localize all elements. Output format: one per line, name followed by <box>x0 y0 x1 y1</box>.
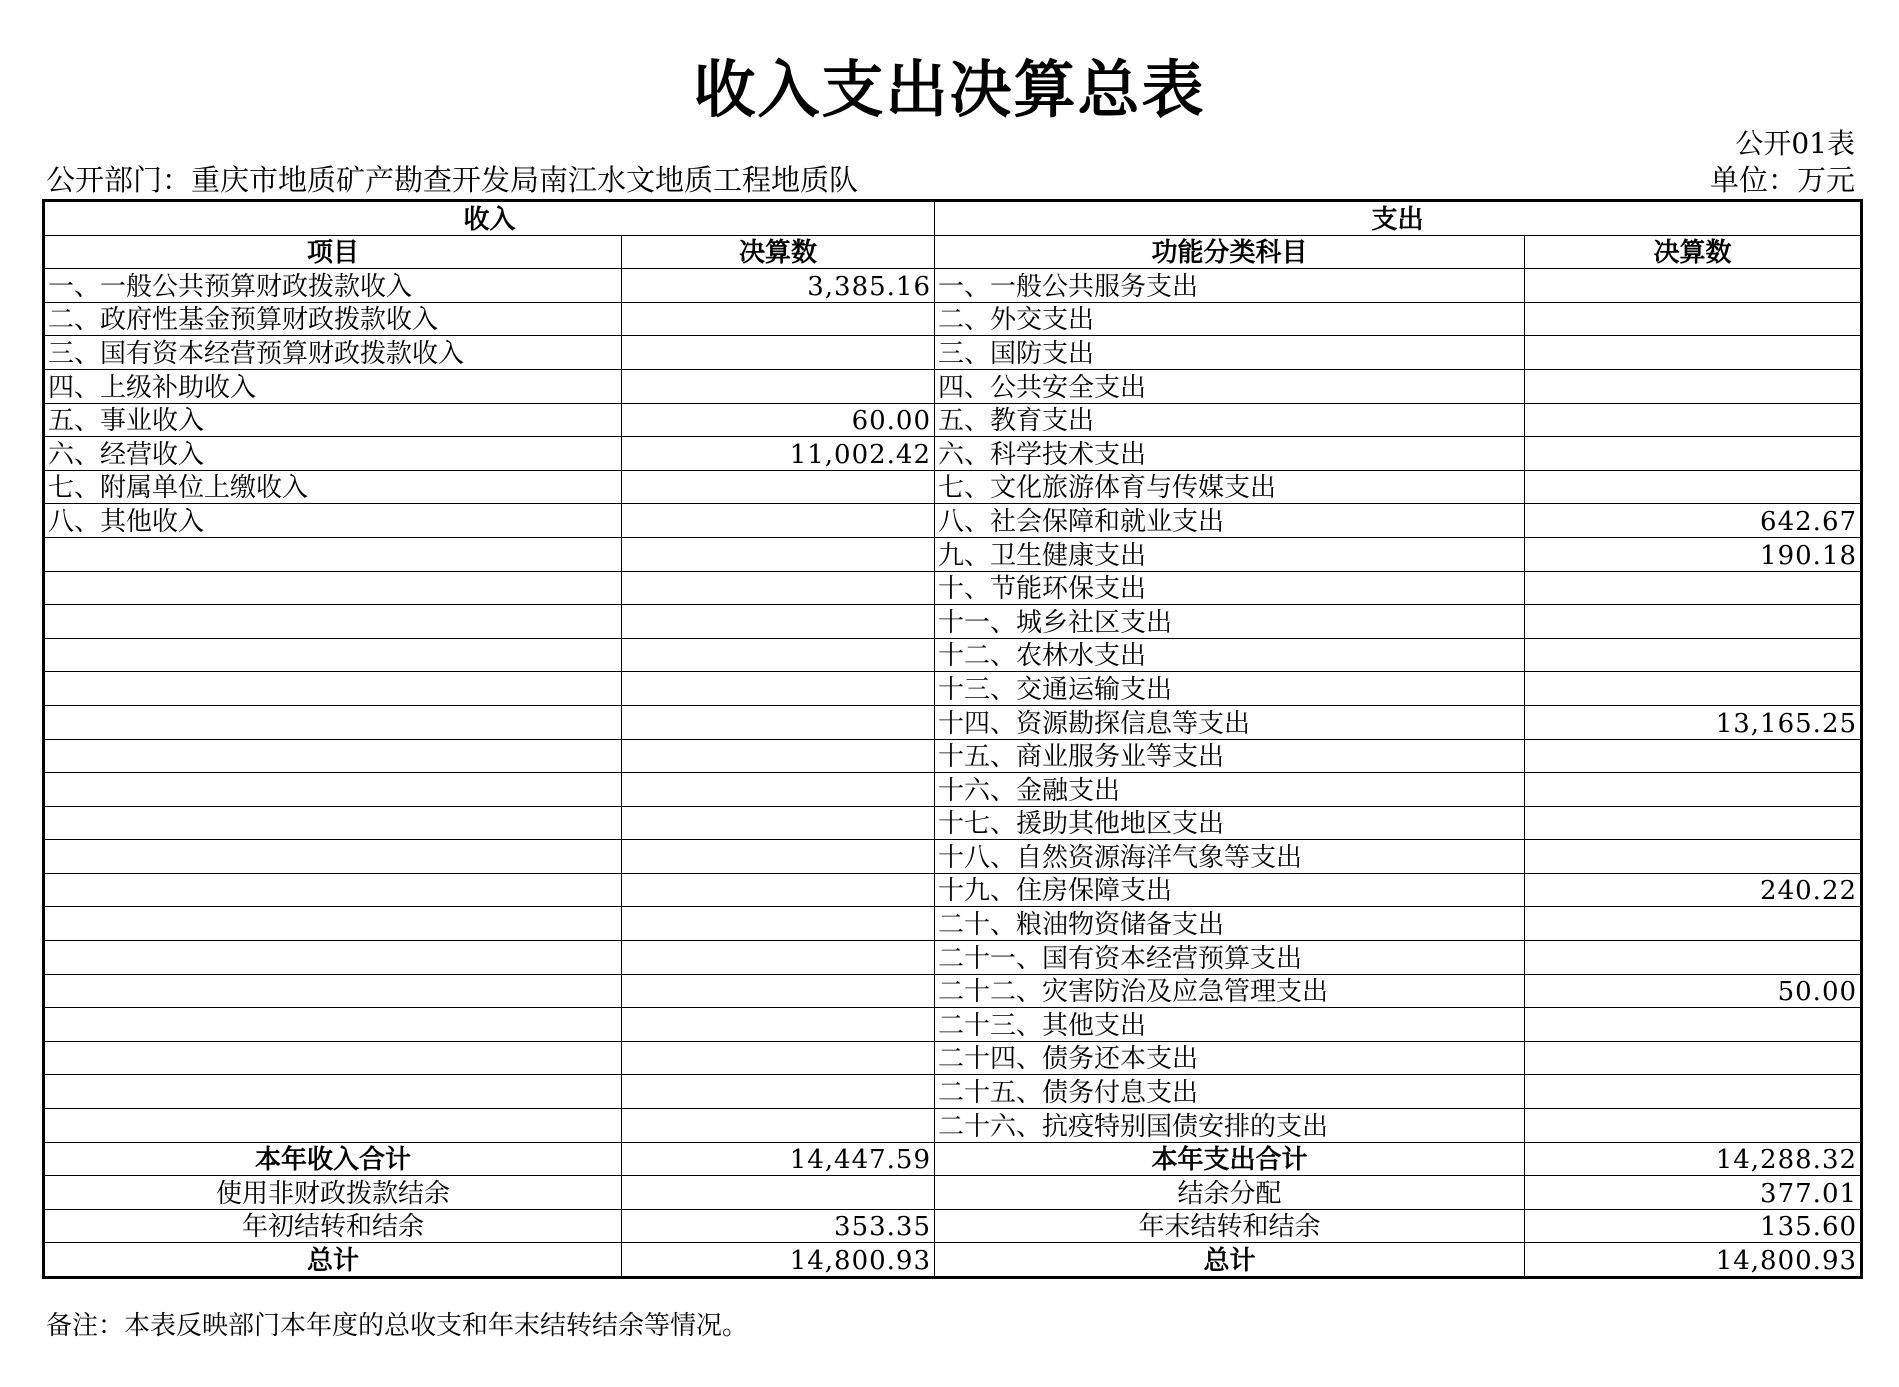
income-item: 五、事业收入 <box>44 403 622 437</box>
income-item <box>44 605 622 639</box>
expense-item: 十四、资源勘探信息等支出 <box>935 705 1525 739</box>
expense-amount: 50.00 <box>1525 974 1862 1008</box>
table-row <box>44 974 1862 1008</box>
expense-amount <box>1525 907 1862 941</box>
income-amount <box>622 605 935 639</box>
income-amount <box>622 1041 935 1075</box>
income-amount <box>622 907 935 941</box>
year-income-total-label: 本年收入合计 <box>44 1142 622 1176</box>
income-amount <box>622 302 935 336</box>
expense-item: 六、科学技术支出 <box>935 437 1525 471</box>
expense-item: 十三、交通运输支出 <box>935 672 1525 706</box>
expense-item: 三、国防支出 <box>935 336 1525 370</box>
expense-item: 五、教育支出 <box>935 403 1525 437</box>
income-item <box>44 537 622 571</box>
table-row <box>44 269 1862 303</box>
expense-amount <box>1525 1041 1862 1075</box>
grand-total-income: 14,800.93 <box>622 1243 935 1278</box>
expense-amount <box>1525 1008 1862 1042</box>
table-row <box>44 1041 1862 1075</box>
income-amount <box>622 336 935 370</box>
income-item <box>44 739 622 773</box>
expense-amount <box>1525 571 1862 605</box>
income-amount <box>622 873 935 907</box>
income-amount <box>622 1008 935 1042</box>
expense-amount <box>1525 336 1862 370</box>
expense-amount <box>1525 739 1862 773</box>
item-column-header: 项目 <box>44 235 622 269</box>
income-item <box>44 705 622 739</box>
table-row <box>44 739 1862 773</box>
expense-amount-column-header: 决算数 <box>1525 235 1862 269</box>
beginning-carryover-amount: 353.35 <box>622 1209 935 1243</box>
income-item: 七、附属单位上缴收入 <box>44 470 622 504</box>
section-header-row <box>44 201 1862 236</box>
income-amount <box>622 806 935 840</box>
expense-item: 四、公共安全支出 <box>935 369 1525 403</box>
table-row <box>44 504 1862 538</box>
beginning-carryover-label: 年初结转和结余 <box>44 1209 622 1243</box>
table-row <box>44 705 1862 739</box>
expense-item: 十五、商业服务业等支出 <box>935 739 1525 773</box>
year-income-total: 14,447.59 <box>622 1142 935 1176</box>
expense-item: 十八、自然资源海洋气象等支出 <box>935 840 1525 874</box>
expense-item: 二十一、国有资本经营预算支出 <box>935 941 1525 975</box>
income-amount <box>622 672 935 706</box>
nonfiscal-surplus-amount <box>622 1176 935 1210</box>
expense-amount <box>1525 941 1862 975</box>
income-item <box>44 1008 622 1042</box>
income-amount <box>622 773 935 807</box>
expense-amount: 190.18 <box>1525 537 1862 571</box>
income-item <box>44 1109 622 1143</box>
department-label: 公开部门：重庆市地质矿产勘查开发局南江水文地质工程地质队 <box>46 163 859 197</box>
income-item <box>44 571 622 605</box>
table-row <box>44 537 1862 571</box>
table-row <box>44 773 1862 807</box>
expense-item: 二十、粮油物资储备支出 <box>935 907 1525 941</box>
expense-item: 十九、住房保障支出 <box>935 873 1525 907</box>
expense-item: 二十三、其他支出 <box>935 1008 1525 1042</box>
income-amount <box>622 504 935 538</box>
table-row <box>44 369 1862 403</box>
income-section-header: 收入 <box>44 201 935 236</box>
income-item <box>44 638 622 672</box>
table-row <box>44 806 1862 840</box>
expense-amount <box>1525 605 1862 639</box>
expense-item: 二十五、债务付息支出 <box>935 1075 1525 1109</box>
income-item: 二、政府性基金预算财政拨款收入 <box>44 302 622 336</box>
table-row <box>44 1008 1862 1042</box>
income-item: 六、经营收入 <box>44 437 622 471</box>
page-title: 收入支出决算总表 <box>693 53 1206 126</box>
income-item <box>44 907 622 941</box>
table-row <box>44 672 1862 706</box>
table-row <box>44 1109 1862 1143</box>
income-item <box>44 1075 622 1109</box>
table-row <box>44 941 1862 975</box>
income-amount-column-header: 决算数 <box>622 235 935 269</box>
surplus-distribution-amount: 377.01 <box>1525 1176 1862 1210</box>
function-category-column-header: 功能分类科目 <box>935 235 1525 269</box>
expense-amount <box>1525 773 1862 807</box>
expense-item: 二、外交支出 <box>935 302 1525 336</box>
expense-amount <box>1525 1109 1862 1143</box>
expense-amount <box>1525 403 1862 437</box>
income-item: 八、其他收入 <box>44 504 622 538</box>
income-amount: 60.00 <box>622 403 935 437</box>
income-amount <box>622 369 935 403</box>
expense-amount <box>1525 302 1862 336</box>
table-row <box>44 571 1862 605</box>
expense-item: 十七、援助其他地区支出 <box>935 806 1525 840</box>
income-item: 一、一般公共预算财政拨款收入 <box>44 269 622 303</box>
income-item <box>44 672 622 706</box>
income-amount <box>622 1109 935 1143</box>
income-item <box>44 941 622 975</box>
expense-item: 十六、金融支出 <box>935 773 1525 807</box>
summary-table <box>42 199 1863 1279</box>
income-amount <box>622 1075 935 1109</box>
expense-amount <box>1525 672 1862 706</box>
table-row <box>44 840 1862 874</box>
income-amount <box>622 739 935 773</box>
expense-item: 九、卫生健康支出 <box>935 537 1525 571</box>
expense-amount <box>1525 437 1862 471</box>
income-item <box>44 974 622 1008</box>
expense-item: 二十六、抗疫特别国债安排的支出 <box>935 1109 1525 1143</box>
expense-item: 二十四、债务还本支出 <box>935 1041 1525 1075</box>
expense-amount <box>1525 806 1862 840</box>
income-amount <box>622 537 935 571</box>
nonfiscal-surplus-label: 使用非财政拨款结余 <box>44 1176 622 1210</box>
income-amount: 11,002.42 <box>622 437 935 471</box>
table-row <box>44 470 1862 504</box>
table-row <box>44 302 1862 336</box>
expense-item: 一、一般公共服务支出 <box>935 269 1525 303</box>
nonfiscal-surplus-row <box>44 1176 1862 1210</box>
expense-amount <box>1525 1075 1862 1109</box>
table-row <box>44 336 1862 370</box>
surplus-distribution-label: 结余分配 <box>935 1176 1525 1210</box>
table-row <box>44 403 1862 437</box>
carryover-row <box>44 1209 1862 1243</box>
income-item: 四、上级补助收入 <box>44 369 622 403</box>
footnote: 备注：本表反映部门本年度的总收支和年末结转结余等情况。 <box>46 1311 749 1341</box>
expense-amount <box>1525 840 1862 874</box>
income-amount: 3,385.16 <box>622 269 935 303</box>
expense-item: 十一、城乡社区支出 <box>935 605 1525 639</box>
income-amount <box>622 705 935 739</box>
table-row <box>44 437 1862 471</box>
income-item: 三、国有资本经营预算财政拨款收入 <box>44 336 622 370</box>
income-amount <box>622 840 935 874</box>
expense-item: 七、文化旅游体育与传媒支出 <box>935 470 1525 504</box>
expense-item: 二十二、灾害防治及应急管理支出 <box>935 974 1525 1008</box>
expense-item: 十、节能环保支出 <box>935 571 1525 605</box>
expense-item: 八、社会保障和就业支出 <box>935 504 1525 538</box>
income-amount <box>622 470 935 504</box>
expense-section-header: 支出 <box>935 201 1862 236</box>
ending-carryover-label: 年末结转和结余 <box>935 1209 1525 1243</box>
table-row <box>44 605 1862 639</box>
unit-label: 单位：万元 <box>1709 163 1855 197</box>
income-item <box>44 1041 622 1075</box>
expense-amount: 13,165.25 <box>1525 705 1862 739</box>
expense-amount <box>1525 269 1862 303</box>
table-row <box>44 638 1862 672</box>
expense-amount <box>1525 470 1862 504</box>
income-item <box>44 840 622 874</box>
income-item <box>44 873 622 907</box>
income-amount <box>622 571 935 605</box>
expense-amount <box>1525 369 1862 403</box>
income-amount <box>622 974 935 1008</box>
column-header-row <box>44 235 1862 269</box>
expense-amount <box>1525 638 1862 672</box>
income-item <box>44 806 622 840</box>
income-amount <box>622 941 935 975</box>
year-expense-total-label: 本年支出合计 <box>935 1142 1525 1176</box>
expense-amount: 642.67 <box>1525 504 1862 538</box>
income-amount <box>622 638 935 672</box>
year-expense-total: 14,288.32 <box>1525 1142 1862 1176</box>
grand-total-income-label: 总计 <box>44 1243 622 1278</box>
ending-carryover-amount: 135.60 <box>1525 1209 1862 1243</box>
grand-total-expense: 14,800.93 <box>1525 1243 1862 1278</box>
expense-amount: 240.22 <box>1525 873 1862 907</box>
table-row <box>44 873 1862 907</box>
table-row <box>44 1075 1862 1109</box>
grand-total-expense-label: 总计 <box>935 1243 1525 1278</box>
form-number: 公开01表 <box>1735 127 1855 160</box>
income-item <box>44 773 622 807</box>
table-row <box>44 907 1862 941</box>
year-total-row <box>44 1142 1862 1176</box>
expense-item: 十二、农林水支出 <box>935 638 1525 672</box>
grand-total-row <box>44 1243 1862 1278</box>
